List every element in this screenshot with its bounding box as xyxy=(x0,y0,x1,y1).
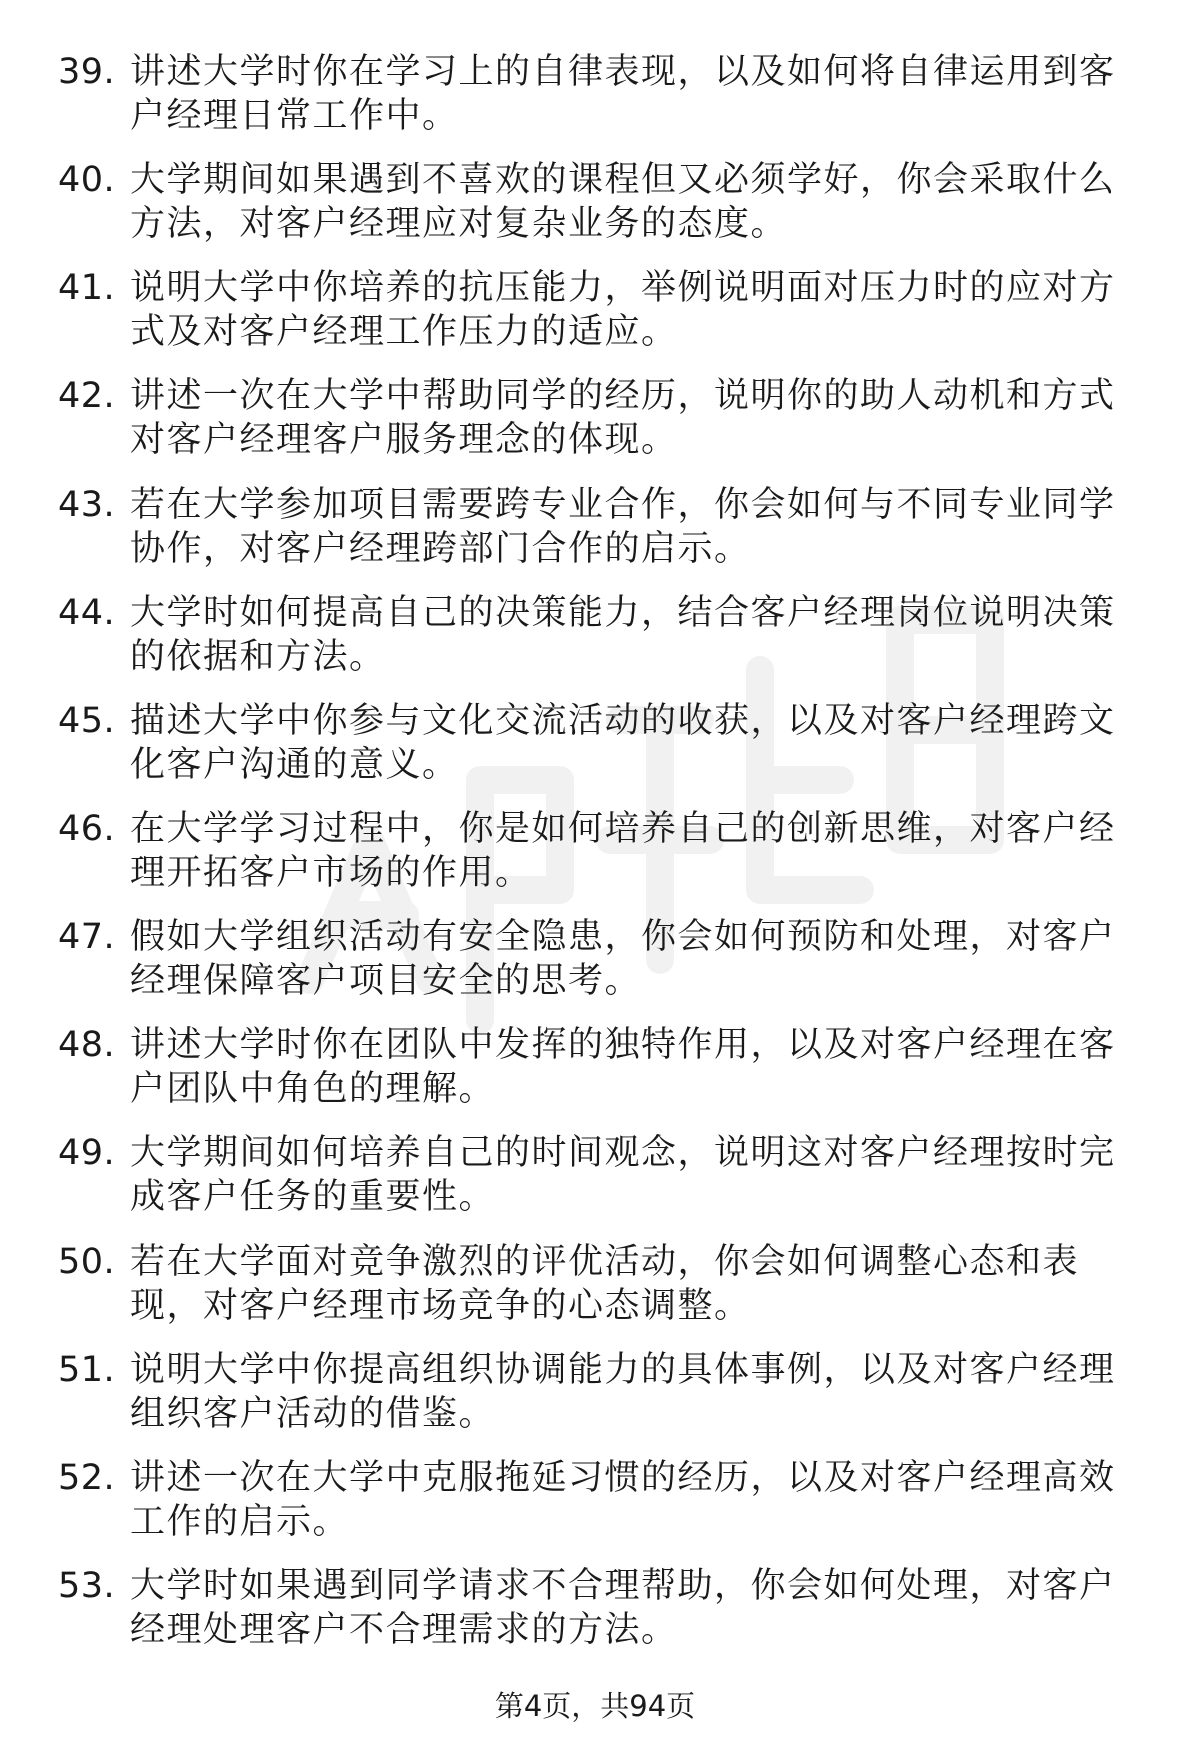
question-item xyxy=(0,1348,1190,1448)
question-number: 53. xyxy=(58,1566,116,1606)
question-text: 大学时如果遇到同学请求不合理帮助，你会如何处理，对客户经理处理客户不合理需求的方法。 xyxy=(130,1566,1116,1650)
question-item xyxy=(0,1564,1190,1664)
question-text: 说明大学中你提高组织协调能力的具体事例，以及对客户经理组织客户活动的借鉴。 xyxy=(130,1350,1116,1434)
question-number: 41. xyxy=(58,268,116,308)
question-number: 51. xyxy=(58,1350,116,1390)
question-item xyxy=(0,50,1190,150)
question-item xyxy=(0,807,1190,907)
question-text: 讲述一次在大学中帮助同学的经历，说明你的助人动机和方式对客户经理客户服务理念的体现。 xyxy=(130,376,1116,460)
question-text: 描述大学中你参与文化交流活动的收获，以及对客户经理跨文化客户沟通的意义。 xyxy=(130,701,1116,785)
question-item xyxy=(0,374,1190,474)
question-number: 42. xyxy=(58,376,116,416)
question-item xyxy=(0,1023,1190,1123)
page-number-footer: 第4页，共94页 xyxy=(494,1689,696,1723)
question-item xyxy=(0,591,1190,691)
question-text: 若在大学参加项目需要跨专业合作，你会如何与不同专业同学协作，对客户经理跨部门合作的启示。 xyxy=(130,485,1116,569)
question-item xyxy=(0,1131,1190,1231)
question-text: 大学时如何提高自己的决策能力，结合客户经理岗位说明决策的依据和方法。 xyxy=(130,593,1116,677)
question-text: 讲述大学时你在学习上的自律表现，以及如何将自律运用到客户经理日常工作中。 xyxy=(130,52,1116,136)
question-text: 大学期间如何培养自己的时间观念，说明这对客户经理按时完成客户任务的重要性。 xyxy=(130,1133,1116,1217)
question-text: 讲述大学时你在团队中发挥的独特作用，以及对客户经理在客户团队中角色的理解。 xyxy=(130,1025,1116,1109)
question-number: 52. xyxy=(58,1458,116,1498)
question-number: 45. xyxy=(58,701,116,741)
question-number: 50. xyxy=(58,1242,116,1282)
question-number: 40. xyxy=(58,160,116,200)
question-item xyxy=(0,1240,1190,1340)
question-text: 大学期间如果遇到不喜欢的课程但又必须学好，你会采取什么方法，对客户经理应对复杂业务的态度。 xyxy=(130,160,1116,244)
question-number: 44. xyxy=(58,593,116,633)
question-number: 48. xyxy=(58,1025,116,1065)
question-number: 47. xyxy=(58,917,116,957)
question-item xyxy=(0,483,1190,583)
question-text: 若在大学面对竞争激烈的评优活动，你会如何调整心态和表现，对客户经理市场竞争的心态调整。 xyxy=(130,1242,1080,1326)
question-number: 43. xyxy=(58,485,116,525)
question-number: 49. xyxy=(58,1133,116,1173)
question-item xyxy=(0,1456,1190,1556)
question-text: 讲述一次在大学中克服拖延习惯的经历，以及对客户经理高效工作的启示。 xyxy=(130,1458,1116,1542)
question-item xyxy=(0,915,1190,1015)
question-item xyxy=(0,266,1190,366)
question-item xyxy=(0,158,1190,258)
question-text: 假如大学组织活动有安全隐患，你会如何预防和处理，对客户经理保障客户项目安全的思考。 xyxy=(130,917,1116,1001)
question-text: 在大学学习过程中，你是如何培养自己的创新思维，对客户经理开拓客户市场的作用。 xyxy=(130,809,1116,893)
question-item xyxy=(0,699,1190,799)
question-number: 39. xyxy=(58,52,116,92)
question-text: 说明大学中你培养的抗压能力，举例说明面对压力时的应对方式及对客户经理工作压力的适应。 xyxy=(130,268,1116,352)
question-number: 46. xyxy=(58,809,116,849)
